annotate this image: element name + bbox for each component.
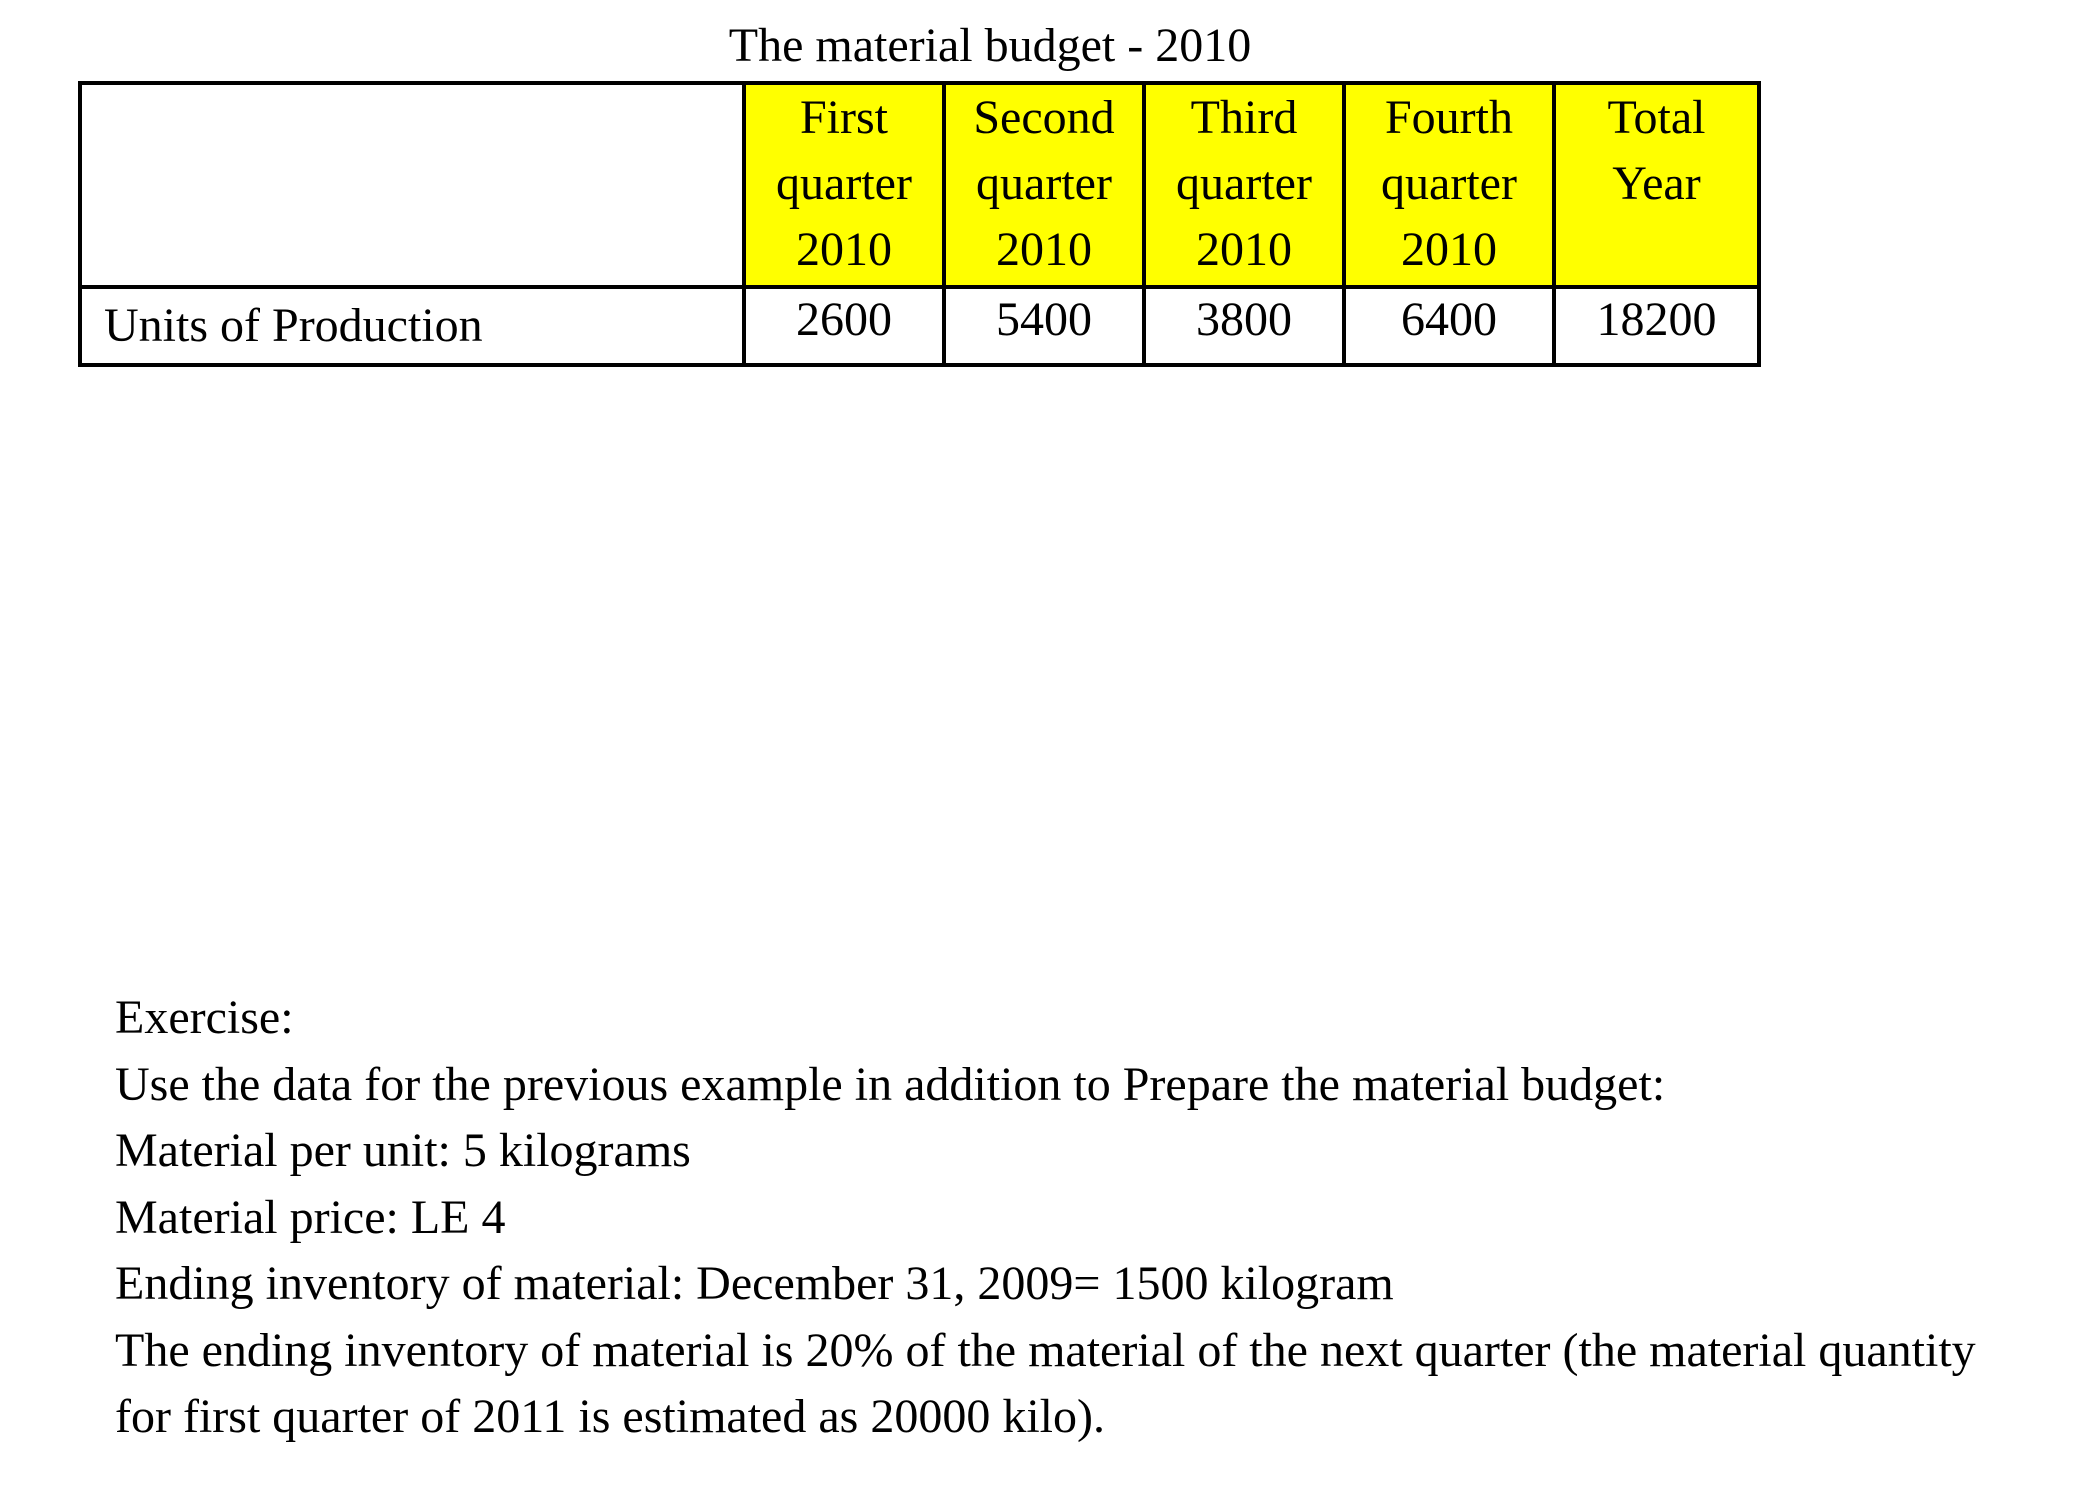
header-line: 2010 (1196, 223, 1292, 276)
header-line: First (799, 91, 889, 144)
header-line: quarter (776, 157, 912, 210)
header-line: 2010 (796, 223, 892, 276)
exercise-heading: Exercise: (115, 991, 294, 1044)
exercise-line: Ending inventory of material: December 31, 2009= 1500 kilogram (115, 1257, 1394, 1310)
material-budget-table (78, 81, 1761, 367)
header-line: Total (1607, 91, 1706, 144)
header-line: Fourth (1384, 91, 1513, 144)
exercise-line: Material per unit: 5 kilograms (115, 1124, 691, 1177)
header-line: quarter (1381, 157, 1517, 210)
blank-corner-cell (80, 83, 744, 287)
value-second-quarter: 5400 (944, 287, 1144, 365)
header-line: Third (1190, 91, 1298, 144)
value-fourth-quarter: 6400 (1344, 287, 1554, 365)
value-third-quarter: 3800 (1144, 287, 1344, 365)
exercise-line: Material price: LE 4 (115, 1190, 506, 1244)
header-first-quarter (744, 83, 944, 287)
header-line: Year (1612, 157, 1701, 210)
table-header-row (80, 83, 1759, 287)
header-line: Second (973, 91, 1115, 144)
value-total-year: 18200 (1554, 287, 1759, 365)
header-total-year (1554, 83, 1759, 287)
exercise-line: Use the data for the previous example in addition to Prepare the material budget: (115, 1057, 1666, 1111)
header-fourth-quarter (1344, 83, 1554, 287)
header-line: 2010 (996, 223, 1092, 276)
row-label-units-of-production: Units of Production (80, 287, 744, 365)
page-title: The material budget - 2010 (728, 19, 1252, 72)
header-line: quarter (976, 157, 1112, 210)
header-line: quarter (1176, 157, 1312, 210)
header-line: 2010 (1401, 223, 1497, 276)
header-third-quarter (1144, 83, 1344, 287)
exercise-line: The ending inventory of material is 20% of the material of the next quarter (the material quantity for first quarter of 2011 is estimated as 20000 kilo). (115, 1323, 1976, 1443)
value-first-quarter: 2600 (744, 287, 944, 365)
exercise-section (115, 985, 2015, 1451)
table-row (80, 287, 1759, 365)
header-second-quarter (944, 83, 1144, 287)
